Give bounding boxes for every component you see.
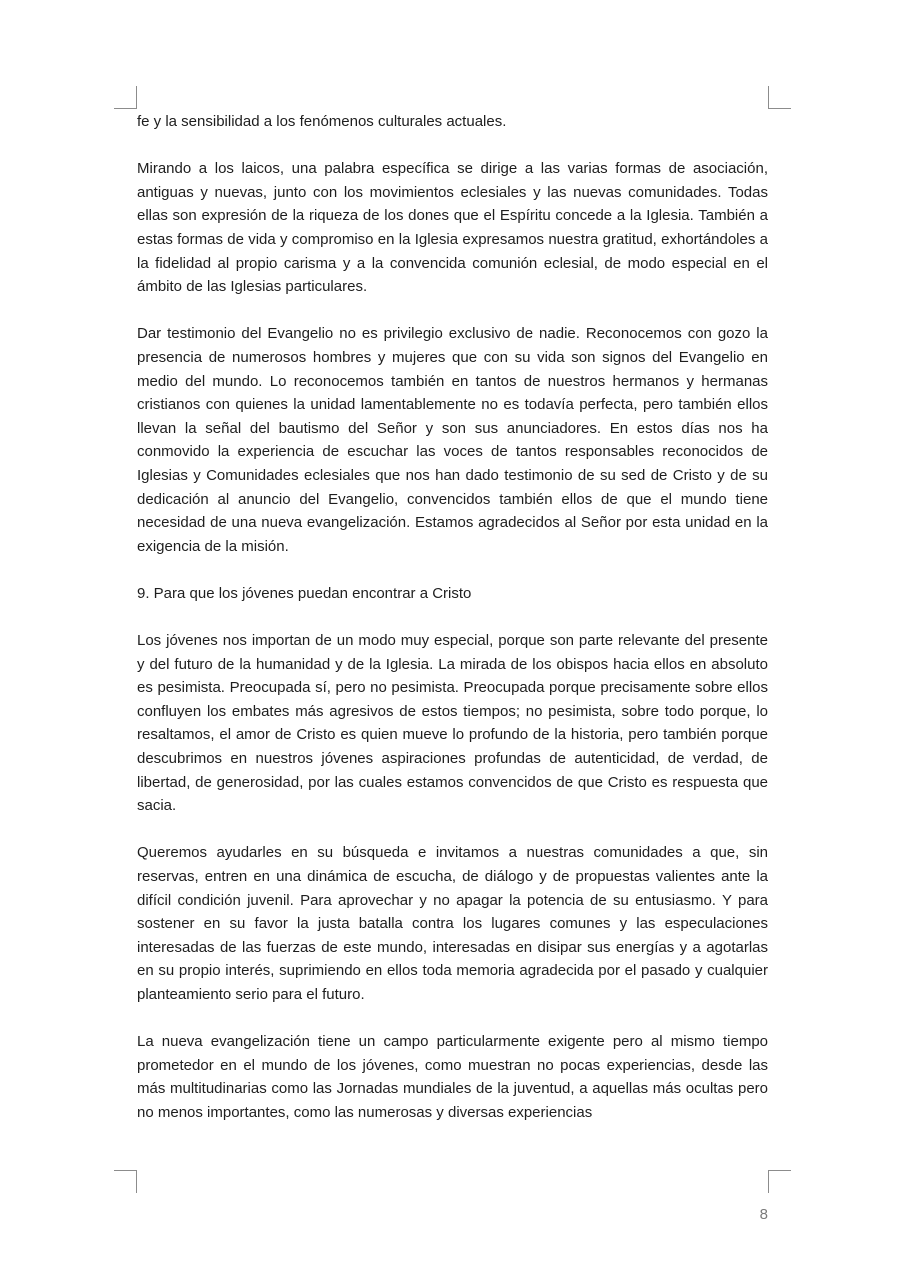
- crop-mark-bottom-right: [768, 1170, 791, 1193]
- paragraph-continuation: fe y la sensibilidad a los fenómenos culturales actuales.: [137, 113, 507, 130]
- paragraph-jovenes: Los jóvenes nos importan de un modo muy especial, porque son parte relevante del presente y del futuro de la humanidad y de la Iglesia. La mirada de los obispos hacia ellos en absoluto es pesimista. Preocupada sí, pero no pesimista. Preocupada porque precisamente sobre ellos confluyen los embates más agresivos de estos tiempos; no pesimista, sobre todo porque, lo resaltamos, el amor de Cristo es quien mueve lo profundo de la historia, pero también porque descubrimos en nuestros jóvenes aspiraciones profundas de autenticidad, de verdad, de libertad, de generosidad, por las cuales estamos convencidos de que Cristo es respuesta que sacia.: [137, 632, 768, 815]
- paragraph-nueva-evangelizacion: La nueva evangelización tiene un campo particularmente exigente pero al mismo tiempo prometedor en el mundo de los jóvenes, como muestran no pocas experiencias, desde las más multitudinarias como las Jornadas mundiales de la juventud, a aquellas más ocultas pero no menos importantes, como las numerosas y diversas experiencias: [137, 1033, 768, 1121]
- document-body: [137, 110, 768, 1148]
- paragraph-laicos: Mirando a los laicos, una palabra específica se dirige a las varias formas de asociación, antiguas y nuevas, junto con los movimientos eclesiales y las nuevas comunidades. Todas ellas son expresión de la riqueza de los dones que el Espíritu concede a la Iglesia. También a estas formas de vida y compromiso en la Iglesia expresamos nuestra gratitud, exhortándoles a la fidelidad al propio carisma y a la convencida comunión eclesial, de modo especial en el ámbito de las Iglesias particulares.: [137, 160, 768, 296]
- page-number: 8: [759, 1206, 768, 1223]
- crop-mark-top-left: [114, 86, 137, 109]
- paragraph-busqueda: Queremos ayudarles en su búsqueda e invitamos a nuestras comunidades a que, sin reservas, entren en una dinámica de escucha, de diálogo y de propuestas valientes ante la difícil condición juvenil. Para aprovechar y no apagar la potencia de su entusiasmo. Y para sostener en su favor la justa batalla contra los lugares comunes y las especulaciones interesadas de las fuerzas de este mundo, interesadas en disipar sus energías y a agotarlas en su propio interés, suprimiendo en ellos toda memoria agradecida por el pasado y cualquier planteamiento serio para el futuro.: [137, 844, 768, 1003]
- crop-mark-top-right: [768, 86, 791, 109]
- paragraph-testimonio: Dar testimonio del Evangelio no es privilegio exclusivo de nadie. Reconocemos con gozo la presencia de numerosos hombres y mujeres que con su vida son signos del Evangelio en medio del mundo. Lo reconocemos también en tantos de nuestros hermanos y hermanas cristianos con quienes la unidad lamentablemente no es todavía perfecta, pero también ellos llevan la señal del bautismo del Señor y son sus anunciadores. En estos días nos ha conmovido la experiencia de escuchar las voces de tantos responsables reconocidos de Iglesias y Comunidades eclesiales que nos han dado testimonio de su sed de Cristo y de su dedicación al anuncio del Evangelio, convencidos también ellos de que el mundo tiene necesidad de una nueva evangelización. Estamos agradecidos al Señor por esta unidad en la exigencia de la misión.: [137, 325, 768, 555]
- section-heading: 9. Para que los jóvenes puedan encontrar a Cristo: [137, 584, 472, 602]
- crop-mark-bottom-left: [114, 1170, 137, 1193]
